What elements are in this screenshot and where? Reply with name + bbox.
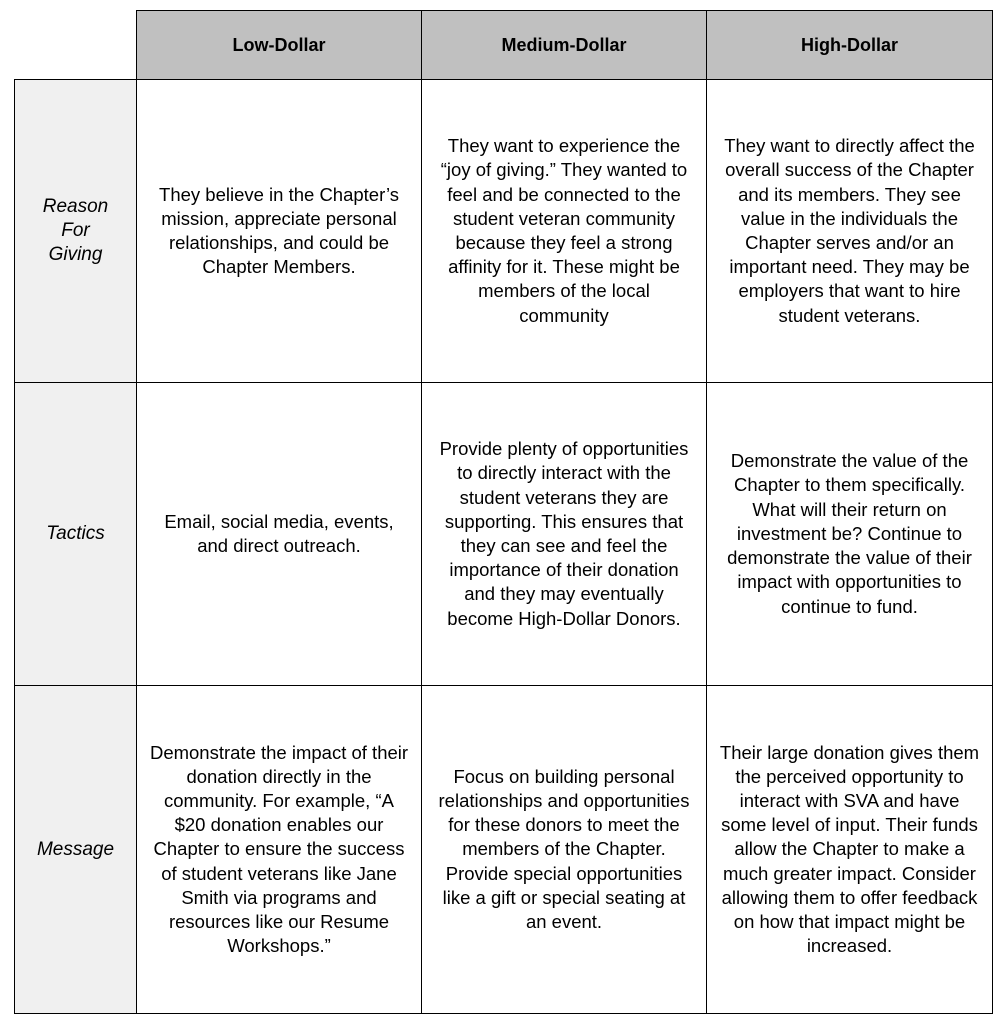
column-header-low-dollar: Low-Dollar	[137, 10, 422, 80]
row-header-message: Message	[14, 686, 137, 1014]
column-header-high-dollar: High-Dollar	[707, 10, 993, 80]
table-cell: Provide plenty of opportunities to directly interact with the student veterans they are supporting. This ensures that they can see and feel the importance of their donation and they may eventually become High-Dollar Donors.	[422, 383, 707, 686]
table-cell: Demonstrate the value of the Chapter to them specifically. What will their return on investment be? Continue to demonstrate the value of their impact with opportunities to continue to fund.	[707, 383, 993, 686]
table-cell: They want to experience the “joy of giving.” They wanted to feel and be connected to the student veteran community because they feel a strong affinity for it. These might be members of the local community	[422, 80, 707, 383]
row-header-reason-for-giving: Reason For Giving	[14, 80, 137, 383]
table-cell: They believe in the Chapter’s mission, appreciate personal relationships, and could be Chapter Members.	[137, 80, 422, 383]
row-header-tactics: Tactics	[14, 383, 137, 686]
table-cell: Their large donation gives them the perceived opportunity to interact with SVA and have some level of input. Their funds allow the Chapter to make a much greater impact. Consider allowing them to offer feedback on how that impact might be increased.	[707, 686, 993, 1014]
column-header-medium-dollar: Medium-Dollar	[422, 10, 707, 80]
table-cell: Email, social media, events, and direct outreach.	[137, 383, 422, 686]
table-cell: They want to directly affect the overall success of the Chapter and its members. They see value in the individuals the Chapter serves and/or an important need. They may be employers that want to hire student veterans.	[707, 80, 993, 383]
donor-table	[14, 10, 993, 1014]
table-cell: Demonstrate the impact of their donation directly in the community. For example, “A $20 donation enables our Chapter to ensure the success of student veterans like Jane Smith via programs and resources like our Resume Workshops.”	[137, 686, 422, 1014]
table-cell: Focus on building personal relationships and opportunities for these donors to meet the members of the Chapter. Provide special opportunities like a gift or special seating at an event.	[422, 686, 707, 1014]
table-corner	[14, 10, 137, 80]
